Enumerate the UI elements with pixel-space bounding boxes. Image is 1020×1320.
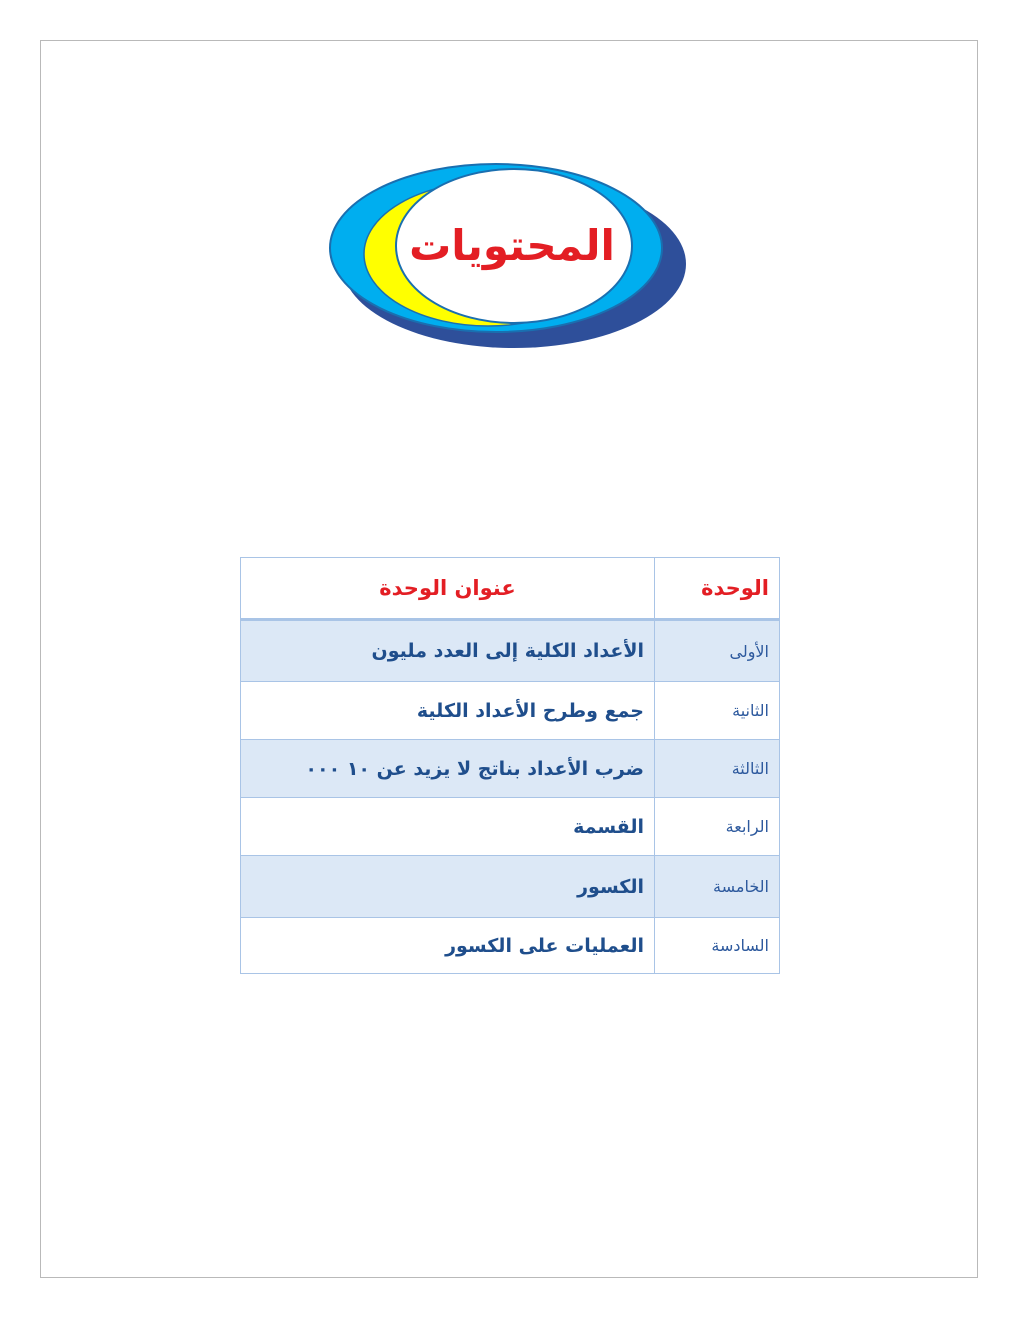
unit-cell: الرابعة [655,798,780,856]
unit-cell: السادسة [655,918,780,974]
unit-cell: الأولى [655,620,780,682]
page-title: المحتويات [409,220,615,270]
unit-title-cell: ضرب الأعداد بناتج لا يزيد عن ١٠ ٠٠٠ [241,740,655,798]
unit-title-cell: جمع وطرح الأعداد الكلية [241,682,655,740]
table-row [241,740,780,798]
contents-table [240,557,780,974]
unit-title-cell: القسمة [241,798,655,856]
header-unit: الوحدة [655,558,780,620]
table-row [241,620,780,682]
table-row [241,918,780,974]
table-row [241,798,780,856]
table-row [241,682,780,740]
header-unit-title: عنوان الوحدة [241,558,655,620]
unit-cell: الثالثة [655,740,780,798]
unit-cell: الثانية [655,682,780,740]
table-row [241,856,780,918]
unit-title-cell: الكسور [241,856,655,918]
table-header-row [241,558,780,620]
unit-title-cell: الأعداد الكلية إلى العدد مليون [241,620,655,682]
unit-cell: الخامسة [655,856,780,918]
unit-title-cell: العمليات على الكسور [241,918,655,974]
